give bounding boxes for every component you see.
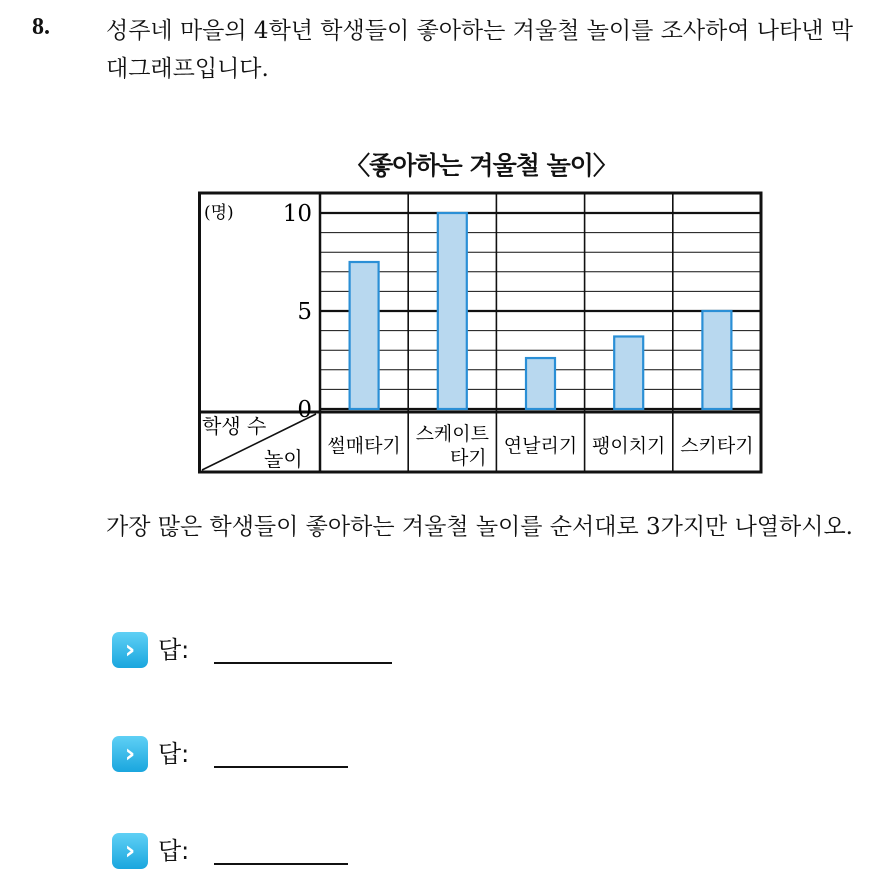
answer-label: 답:	[158, 740, 190, 768]
y-tick-label: 5	[297, 299, 312, 325]
x-tick-labels	[327, 423, 753, 469]
y-tick-label: 10	[282, 201, 312, 227]
answer-blank[interactable]	[214, 662, 392, 664]
x-tick-label: 팽이치기	[591, 435, 666, 457]
y-axis-label: 학생 수	[202, 414, 267, 438]
x-tick-label: 스케이트	[415, 423, 490, 445]
bar	[702, 311, 731, 409]
bar	[350, 262, 379, 409]
answer-blank[interactable]	[214, 863, 348, 865]
bar	[438, 213, 467, 409]
bar-chart	[198, 190, 764, 476]
question-text: 성주네 마을의 4학년 학생들이 좋아하는 겨울철 놀이를 조사하여 나타낸 막대그래프입니다.	[106, 18, 853, 82]
bar	[526, 358, 555, 409]
answer-label: 답:	[158, 837, 190, 865]
chevron-right-icon: ›	[112, 736, 148, 772]
question-number: 8.	[32, 14, 50, 40]
y-tick-label: 0	[297, 397, 312, 423]
x-tick-label: 스키타기	[680, 435, 754, 457]
y-unit-label: (명)	[204, 203, 234, 223]
x-axis-label: 놀이	[264, 447, 303, 471]
chart-title: 〈좋아하는 겨울철 놀이〉	[345, 151, 617, 180]
ask-text: 가장 많은 학생들이 좋아하는 겨울철 놀이를 순서대로 3가지만 나열하시오.	[106, 514, 853, 540]
x-tick-label: 타기	[449, 447, 487, 469]
x-tick-label: 연날리기	[503, 435, 578, 457]
answer-label: 답:	[158, 636, 190, 664]
chevron-right-icon: ›	[112, 632, 148, 668]
chevron-right-icon: ›	[112, 833, 148, 869]
x-tick-label: 썰매타기	[327, 435, 401, 457]
y-tick-labels	[283, 201, 312, 423]
bar	[614, 336, 643, 409]
answer-blank[interactable]	[214, 766, 348, 768]
